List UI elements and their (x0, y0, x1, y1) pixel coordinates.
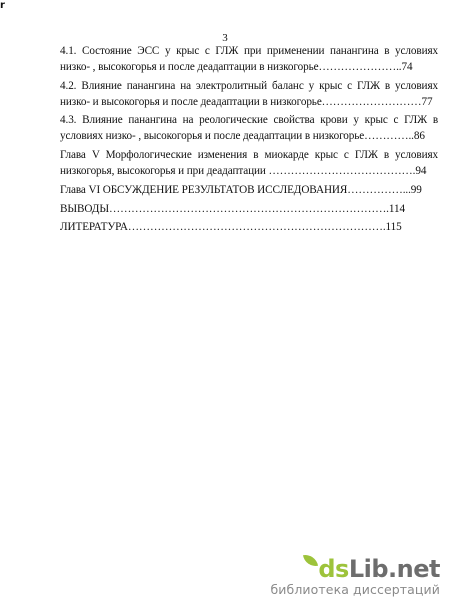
toc-line: низко- и высокогорья и после деадаптации в низкогорье………………………77 (60, 96, 433, 108)
toc-line: условиях низко- , высокогорья и после деадаптации в низкогорье…………..86 (60, 130, 425, 142)
leaf-icon (303, 552, 318, 567)
toc-line: 4.1. Состояние ЭСС у крыс с ГЛЖ при применении панангина в условиях (60, 45, 438, 57)
toc-line: низко- , высокогорья и после деадаптации в низкогорье…………………..74 (60, 61, 413, 73)
brand-lib: Lib (348, 555, 389, 583)
toc-line: 4.2. Влияние панангина на электролитный баланс у крыс с ГЛЖ в условиях (60, 80, 438, 92)
toc-line: ВЫВОДЫ………………………………………………………………….114 (60, 203, 405, 215)
dslib-logo (271, 554, 441, 584)
page-number: 3 (222, 32, 228, 44)
brand-net: .net (388, 555, 440, 583)
toc-line: низкогорья, высокогорья и при деадаптации ………………………………….94 (60, 165, 427, 177)
brand-ds: ds (318, 555, 349, 583)
toc-line: ЛИТЕРАТУРА…………………………………………………………….115 (60, 221, 402, 233)
watermark-subtitle: библиотека диссертаций (270, 582, 440, 597)
toc-line: Глава V Морфологические изменения в миокарде крыс с ГЛЖ в условиях (60, 149, 438, 161)
toc-line: 4.3. Влияние панангина на реологические свойства крови у крыс с ГЛЖ в (60, 114, 438, 126)
toc-line: Глава VI ОБСУЖДЕНИЕ РЕЗУЛЬТАТОВ ИССЛЕДОВАНИЯ……………...99 (60, 184, 422, 196)
corner-mark: r (0, 0, 5, 11)
dslib-watermark (271, 554, 441, 597)
